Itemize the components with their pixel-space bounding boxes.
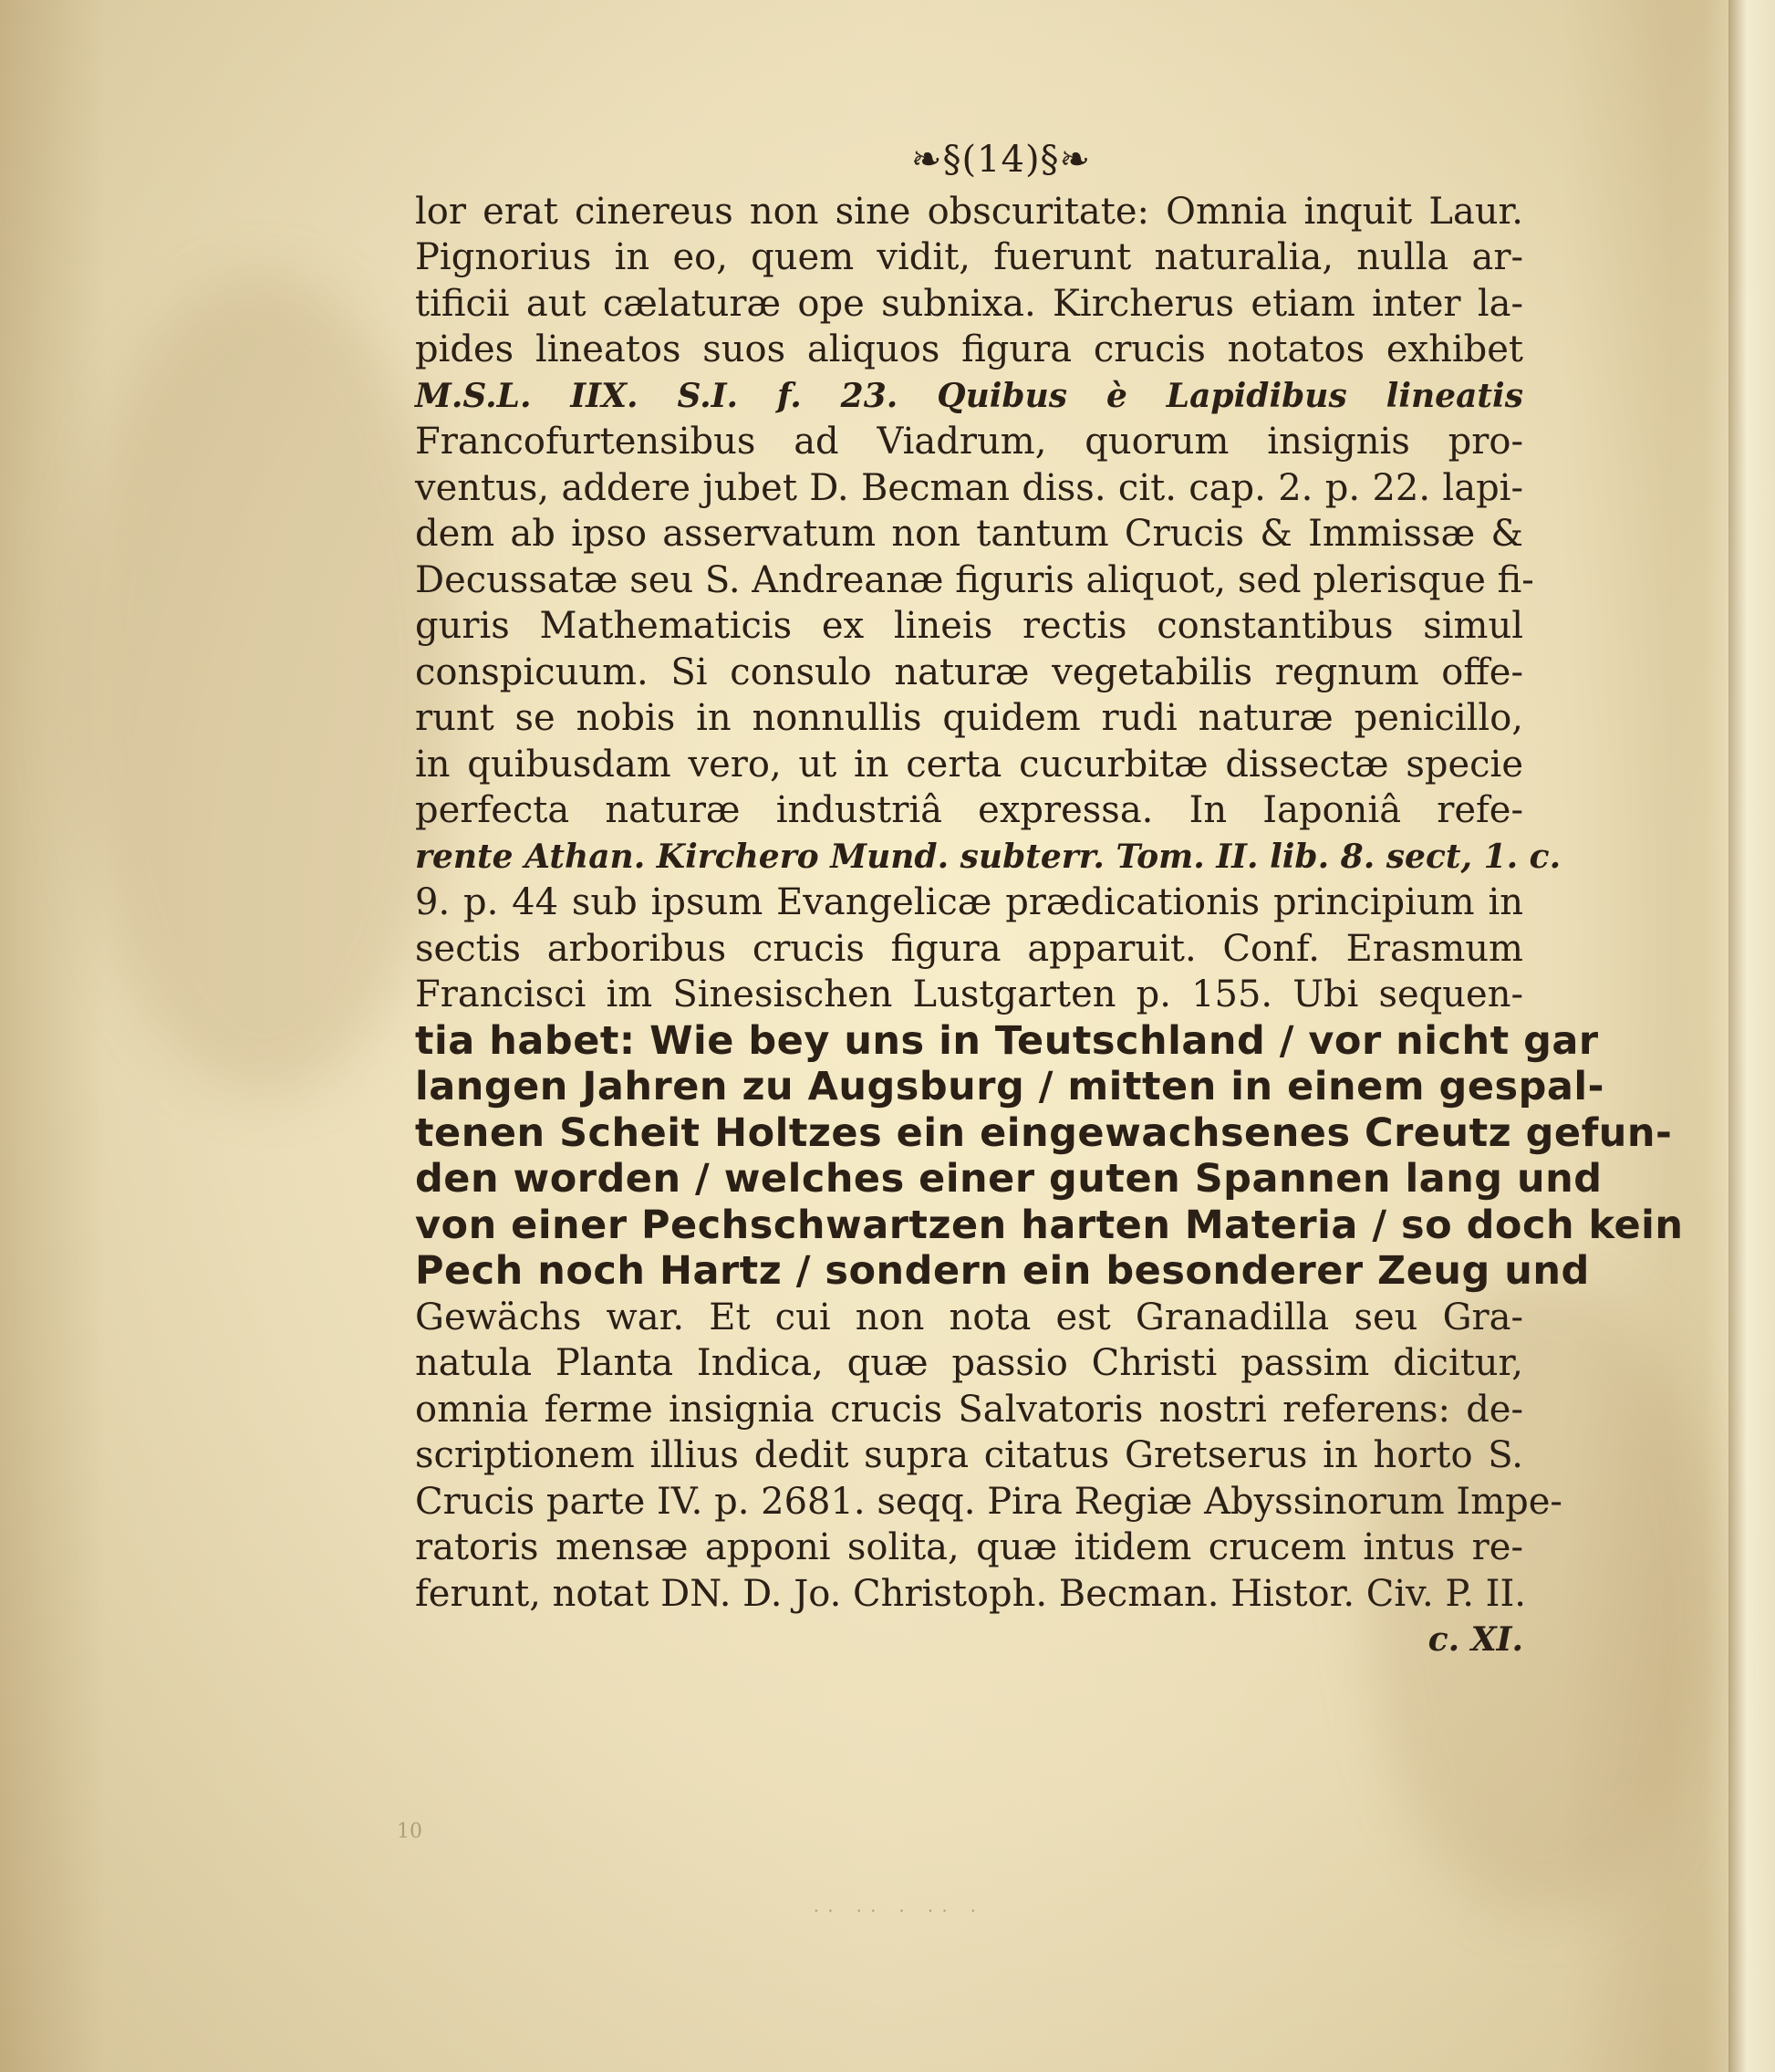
text-line: rente Athan. Kirchero Mund. subterr. Tom. II. lib. 8. sect, 1. c. bbox=[415, 837, 1562, 876]
text-line: ratoris mensæ apponi solita, quæ itidem crucem intus re- bbox=[415, 1526, 1523, 1568]
text-line: scriptionem illius dedit supra citatus Gretserus in horto S. bbox=[415, 1434, 1523, 1476]
text-line: Decussatæ seu S. Andreanæ figuris aliquot, sed plerisque fi- bbox=[415, 558, 1534, 601]
text-line: lor erat cinereus non sine obscuritate: Omnia inquit Laur. bbox=[415, 190, 1523, 233]
text-line-blackletter: langen Jahren zu Augsburg / mitten in einem gespal- bbox=[415, 1064, 1604, 1109]
text-line: runt se nobis in nonnullis quidem rudi naturæ penicillo, bbox=[415, 697, 1523, 739]
text-line: ventus, addere jubet D. Becman diss. cit. cap. 2. p. 22. lapi- bbox=[415, 466, 1523, 509]
text-line: perfecta naturæ industriâ expressa. In Iaponiâ refe- bbox=[415, 789, 1523, 831]
text-line: Crucis parte IV. p. 2681. seqq. Pira Regiæ Abyssinorum Impe- bbox=[415, 1480, 1562, 1523]
text-line: dem ab ipso asservatum non tantum Crucis & Immissæ & bbox=[415, 513, 1523, 555]
text-line: guris Mathematicis ex lineis rectis constantibus simul bbox=[415, 605, 1523, 647]
text-block bbox=[415, 137, 1684, 1663]
text-line: omnia ferme insignia crucis Salvatoris nostri referens: de- bbox=[415, 1388, 1523, 1431]
text-line: conspicuum. Si consulo naturæ vegetabilis regnum offe- bbox=[415, 651, 1523, 693]
text-line: ferunt, notat DN. D. Jo. Christoph. Becman. Histor. Civ. P. II. bbox=[415, 1572, 1526, 1615]
text-line: in quibusdam vero, ut in certa cucurbitæ dissectæ specie bbox=[415, 743, 1523, 786]
text-line-blackletter: Pech noch Hartz / sondern ein besonderer Zeug und bbox=[415, 1248, 1590, 1294]
page-gutter bbox=[1728, 0, 1775, 2072]
text-line: pides lineatos suos aliquos figura crucis notatos exhibet bbox=[415, 328, 1523, 370]
text-line-blackletter: tia habet: Wie bey uns in Teutschland / vor nicht gar bbox=[415, 1017, 1599, 1064]
marginal-mark: 10 bbox=[397, 1820, 422, 1843]
page-header: ❧§(14)§❧ bbox=[910, 139, 1092, 181]
text-line-blackletter: den worden / welches einer guten Spannen lang und bbox=[415, 1156, 1603, 1202]
text-line: Francisci im Sinesischen Lustgarten p. 155. Ubi sequen- bbox=[415, 974, 1523, 1015]
text-line: 9. p. 44 sub ipsum Evangelicæ prædicationis principium in bbox=[415, 881, 1523, 923]
text-line: natula Planta Indica, quæ passio Christi passim dicitur, bbox=[415, 1342, 1523, 1384]
text-line: Francofurtensibus ad Viadrum, quorum insignis pro- bbox=[415, 421, 1523, 463]
text-line: Pignorius in eo, quem vidit, fuerunt naturalia, nulla ar- bbox=[415, 236, 1523, 278]
print-dots: ·· ·· · ·· · bbox=[812, 1902, 983, 1920]
paper-stain bbox=[73, 274, 456, 1095]
text-line: tificii aut cælaturæ ope subnixa. Kircherus etiam inter la- bbox=[415, 282, 1523, 325]
text-line-blackletter: von einer Pechschwartzen harten Materia / so doch kein bbox=[415, 1202, 1684, 1248]
text-line: Gewächs war. Et cui non nota est Granadilla seu Gra- bbox=[415, 1296, 1523, 1338]
text-line-blackletter: tenen Scheit Holtzes ein eingewachsenes Creutz gefun- bbox=[415, 1109, 1673, 1156]
text-line: M.S.L. IIX. S.I. f. 23. Quibus è Lapidibus lineatis bbox=[415, 376, 1523, 415]
text-line: c. XI. bbox=[1427, 1620, 1523, 1659]
text-line: sectis arboribus crucis figura apparuit. Conf. Erasmum bbox=[415, 927, 1523, 970]
